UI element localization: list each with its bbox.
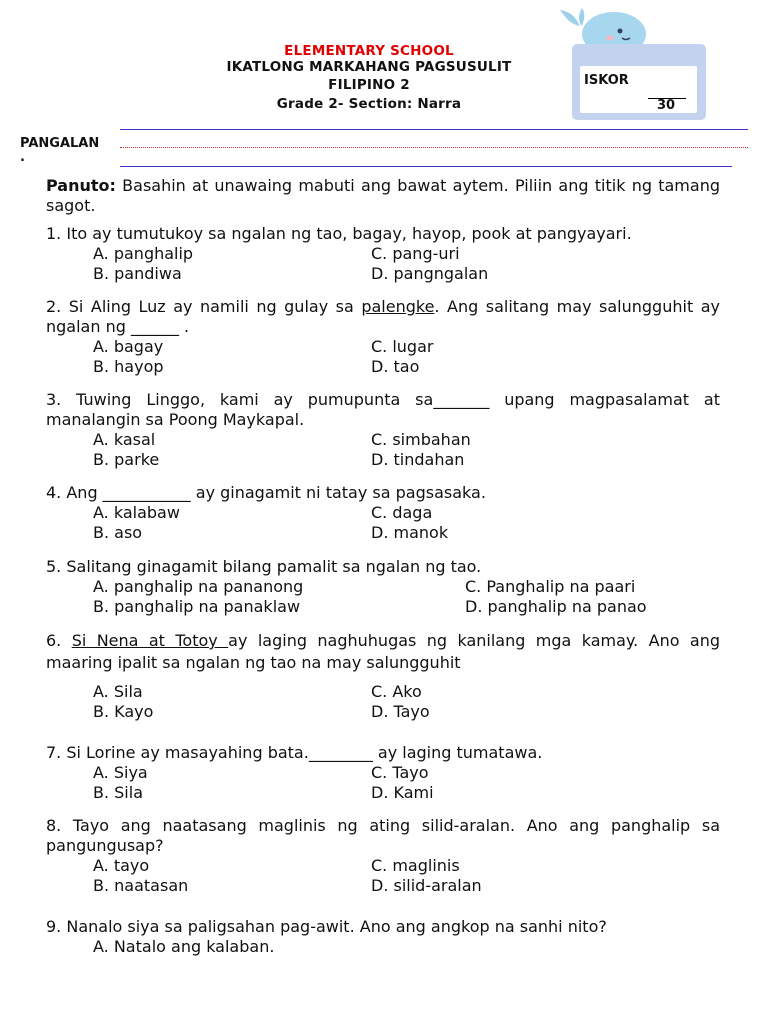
- option-b[interactable]: B. Sila: [93, 783, 143, 802]
- option-b[interactable]: B. aso: [93, 523, 143, 542]
- answer-options: [46, 577, 720, 617]
- option-a[interactable]: A. bagay: [93, 337, 164, 356]
- grade-section: Grade 2- Section: Narra: [276, 96, 462, 112]
- question-1: [46, 224, 720, 284]
- answer-options: [46, 937, 720, 957]
- score-label: ISKOR: [584, 73, 629, 88]
- option-a[interactable]: A. Sila: [93, 682, 143, 701]
- option-c[interactable]: C. Tayo: [371, 763, 429, 782]
- option-b[interactable]: B. hayop: [93, 357, 164, 376]
- question-stem: 3. Tuwing Linggo, kami ay pumupunta sa_______ upang magpasalamat at manalangin sa Poong Maykapal.: [46, 390, 720, 429]
- answer-options: [46, 244, 720, 284]
- question-text: [46, 816, 720, 856]
- score-total: 30: [657, 98, 676, 113]
- question-7: [46, 743, 720, 803]
- option-d[interactable]: D. pangngalan: [371, 264, 489, 283]
- question-text: [46, 390, 720, 430]
- option-c[interactable]: C. lugar: [371, 337, 434, 356]
- question-text: [46, 224, 720, 244]
- option-c[interactable]: C. daga: [371, 503, 433, 522]
- question-text: [46, 743, 720, 763]
- answer-options: [46, 763, 720, 803]
- option-a[interactable]: A. panghalip na pananong: [93, 577, 304, 596]
- option-a[interactable]: A. kalabaw: [93, 503, 180, 522]
- question-stem-end: ay laging naghuhugas ng kanilang mga kamay. Ano ang maaring ipalit sa ngalan ng tao na may salungguhit: [46, 631, 721, 672]
- option-c[interactable]: C. maglinis: [371, 856, 460, 875]
- question-text: [46, 483, 720, 503]
- question-5: [46, 557, 720, 617]
- name-label: PANGALAN: [20, 136, 100, 151]
- option-b[interactable]: B. Kayo: [93, 702, 154, 721]
- instructions: [46, 176, 720, 216]
- question-stem: 7. Si Lorine ay masayahing bata.________ ay laging tumatawa.: [46, 743, 543, 762]
- question-stem: 2. Si Aling Luz ay namili ng gulay sa: [46, 297, 362, 316]
- option-d[interactable]: D. Tayo: [371, 702, 430, 721]
- option-c[interactable]: C. simbahan: [371, 430, 471, 449]
- option-b[interactable]: B. panghalip na panaklaw: [93, 597, 301, 616]
- answer-options: [46, 430, 720, 470]
- question-3: [46, 390, 720, 470]
- question-stem: 5. Salitang ginagamit bilang pamalit sa ngalan ng tao.: [46, 557, 482, 576]
- question-text: [46, 557, 720, 577]
- name-field[interactable]: [120, 147, 748, 148]
- name-line-top: [120, 129, 748, 130]
- exam-subject: FILIPINO 2: [328, 77, 410, 93]
- question-stem: 1. Ito ay tumutukoy sa ngalan ng tao, bagay, hayop, pook at pangyayari.: [46, 224, 632, 243]
- name-dot: .: [20, 150, 25, 165]
- option-b[interactable]: B. naatasan: [93, 876, 189, 895]
- question-6: [46, 630, 720, 722]
- option-d[interactable]: D. tao: [371, 357, 420, 376]
- option-a[interactable]: A. panghalip: [93, 244, 194, 263]
- option-d[interactable]: D. tindahan: [371, 450, 465, 469]
- option-d[interactable]: D. Kami: [371, 783, 434, 802]
- question-4: [46, 483, 720, 543]
- question-text: [46, 917, 720, 937]
- school-name: ELEMENTARY SCHOOL: [284, 43, 454, 59]
- exam-title: IKATLONG MARKAHANG PAGSUSULIT: [226, 59, 512, 75]
- option-d[interactable]: D. silid-aralan: [371, 876, 482, 895]
- option-d[interactable]: D. manok: [371, 523, 449, 542]
- option-b[interactable]: B. parke: [93, 450, 160, 469]
- answer-options: [46, 503, 720, 543]
- underlined-word: palengke: [361, 297, 435, 316]
- question-stem: 4. Ang ___________ ay ginagamit ni tatay sa pagsasaka.: [46, 483, 486, 502]
- option-a[interactable]: A. kasal: [93, 430, 156, 449]
- question-stem: 9. Nanalo siya sa paligsahan pag-awit. Ano ang angkop na sanhi nito?: [46, 917, 607, 936]
- answer-options: [46, 682, 720, 722]
- option-c[interactable]: C. Ako: [371, 682, 422, 701]
- option-c[interactable]: C. Panghalip na paari: [465, 577, 636, 596]
- instructions-text: Basahin at unawaing mabuti ang bawat aytem. Piliin ang titik ng tamang sagot.: [46, 176, 720, 215]
- question-9: [46, 917, 720, 957]
- option-d[interactable]: D. panghalip na panao: [465, 597, 647, 616]
- option-b[interactable]: B. pandiwa: [93, 264, 182, 283]
- option-c[interactable]: C. pang-uri: [371, 244, 460, 263]
- option-a[interactable]: A. Natalo ang kalaban.: [93, 937, 275, 956]
- answer-options: [46, 337, 720, 377]
- question-stem: 8. Tayo ang naatasang maglinis ng ating silid-aralan. Ano ang panghalip sa pangungusap?: [46, 816, 720, 855]
- underlined-phrase: Si Nena at Totoy: [71, 631, 229, 650]
- option-a[interactable]: A. Siya: [93, 763, 148, 782]
- question-stem-end: . Ang salitang may salungguhit ay ngalan ng ______ .: [46, 297, 720, 336]
- question-2: [46, 297, 720, 377]
- question-stem: 6.: [46, 631, 72, 650]
- answer-options: [46, 856, 720, 896]
- question-text: [46, 297, 720, 337]
- question-text: [46, 630, 720, 674]
- option-a[interactable]: A. tayo: [93, 856, 150, 875]
- instructions-lead: Panuto:: [46, 176, 116, 195]
- question-8: [46, 816, 720, 896]
- exam-body: [46, 176, 720, 957]
- name-line-bottom: [120, 166, 732, 167]
